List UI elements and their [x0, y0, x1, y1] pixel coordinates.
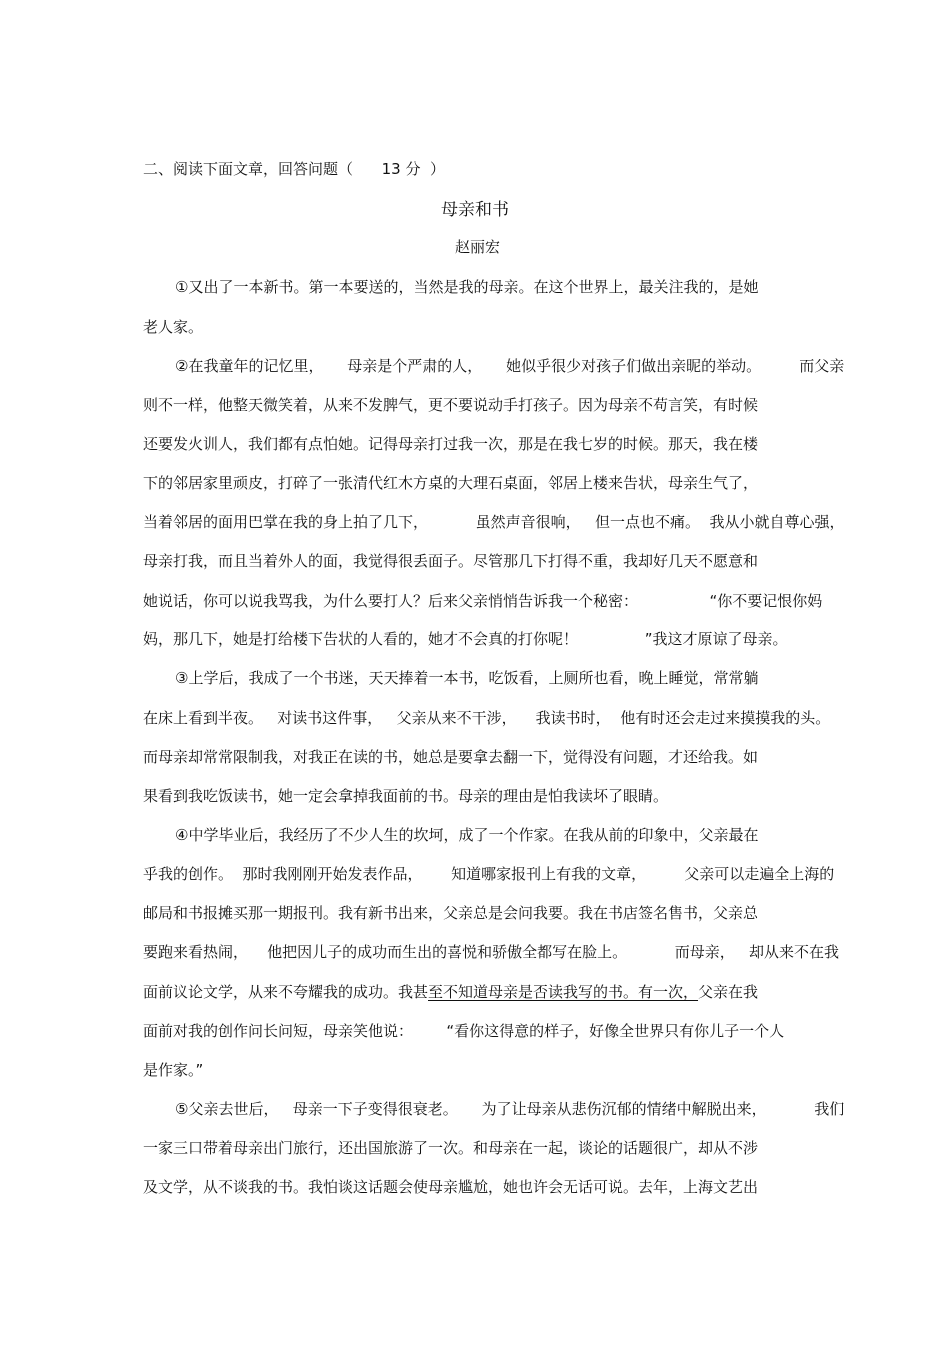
- text-line: 及文学，从不谈我的书。我怕谈这话题会使母亲尴尬，她也许会无话可说。去年，上海文艺出: [143, 1178, 759, 1196]
- text-line: 老人家。: [143, 318, 204, 336]
- text-line: ③上学后，我成了一个书迷，天天捧着一本书，吃饭看，上厕所也看，晚上睡觉，常常躺: [175, 669, 759, 687]
- text-line: 一家三口带着母亲出门旅行，还出国旅游了一次。和母亲在一起，谈论的话题很广，却从不涉: [143, 1139, 759, 1157]
- text-line: ②在我童年的记忆里， 母亲是个严肃的人， 她似乎很少对孩子们做出亲昵的举动。 而父亲: [175, 357, 845, 375]
- text-line: 下的邻居家里顽皮，打碎了一张清代红木方桌的大理石桌面，邻居上楼来告状，母亲生气了，: [143, 474, 759, 492]
- text-line: 在床上看到半夜。 对读书这件事， 父亲从来不干涉， 我读书时， 他有时还会走过来摸摸我的头。: [143, 709, 831, 727]
- text-line: ⑤父亲去世后， 母亲一下子变得很衰老。 为了让母亲从悲伤沉郁的情绪中解脱出来， 我们: [175, 1100, 845, 1118]
- article-author: 赵丽宏: [455, 238, 501, 256]
- text-line: 是作家。”: [143, 1061, 204, 1079]
- text-line: 当着邻居的面用巴掌在我的身上拍了几下， 虽然声音很响， 但一点也不痛。 我从小就自尊心强，: [143, 513, 845, 531]
- text-line: 而母亲却常常限制我，对我正在读的书，她总是要拿去翻一下，觉得没有问题，才还给我。如: [143, 748, 759, 766]
- text-segment: 父亲在我: [698, 983, 759, 1001]
- text-line: 则不一样，他整天微笑着，从来不发脾气，更不要说动手打孩子。因为母亲不苟言笑，有时候: [143, 396, 759, 414]
- text-line: ①又出了一本新书。第一本要送的，当然是我的母亲。在这个世界上，最关注我的，是她: [175, 278, 759, 296]
- section-heading: 二、阅读下面文章，回答问题（ 13 分 ）: [143, 160, 446, 178]
- text-line: 母亲打我，而且当着外人的面，我觉得很丢面子。尽管那几下打得不重，我却好几天不愿意和: [143, 552, 759, 570]
- text-line: 她说话，你可以说我骂我，为什么要打人？后来父亲悄悄告诉我一个秘密： “你不要记恨你妈: [143, 592, 823, 610]
- text-segment: 面前议论文学，从来不夸耀我的成功。我甚: [143, 983, 429, 1001]
- article-title: 母亲和书: [441, 200, 509, 220]
- text-line: [143, 982, 758, 1002]
- text-line: 邮局和书报摊买那一期报刊。我有新书出来，父亲总是会问我要。我在书店签名售书，父亲总: [143, 904, 759, 922]
- text-line: ④中学毕业后，我经历了不少人生的坎坷，成了一个作家。在我从前的印象中，父亲最在: [175, 826, 759, 844]
- text-line: 还要发火训人，我们都有点怕她。记得母亲打过我一次，那是在我七岁的时候。那天，我在楼: [143, 435, 759, 453]
- text-line: 果看到我吃饭读书，她一定会拿掉我面前的书。母亲的理由是怕我读坏了眼睛。: [143, 787, 669, 805]
- underlined-text: 至不知道母亲是否读我写的书。有一次，: [428, 983, 699, 1001]
- text-line: 要跑来看热闹， 他把因儿子的成功而生出的喜悦和骄傲全都写在脸上。 而母亲， 却从来不在我: [143, 943, 840, 961]
- text-line: 妈，那几下，她是打给楼下告状的人看的，她才不会真的打你呢！ ”我这才原谅了母亲。: [143, 630, 788, 648]
- text-line: 乎我的创作。 那时我刚刚开始发表作品， 知道哪家报刊上有我的文章， 父亲可以走遍全上海的: [143, 865, 835, 883]
- text-line: 面前对我的创作问长问短，母亲笑他说： “看你这得意的样子，好像全世界只有你儿子一个人: [143, 1022, 785, 1040]
